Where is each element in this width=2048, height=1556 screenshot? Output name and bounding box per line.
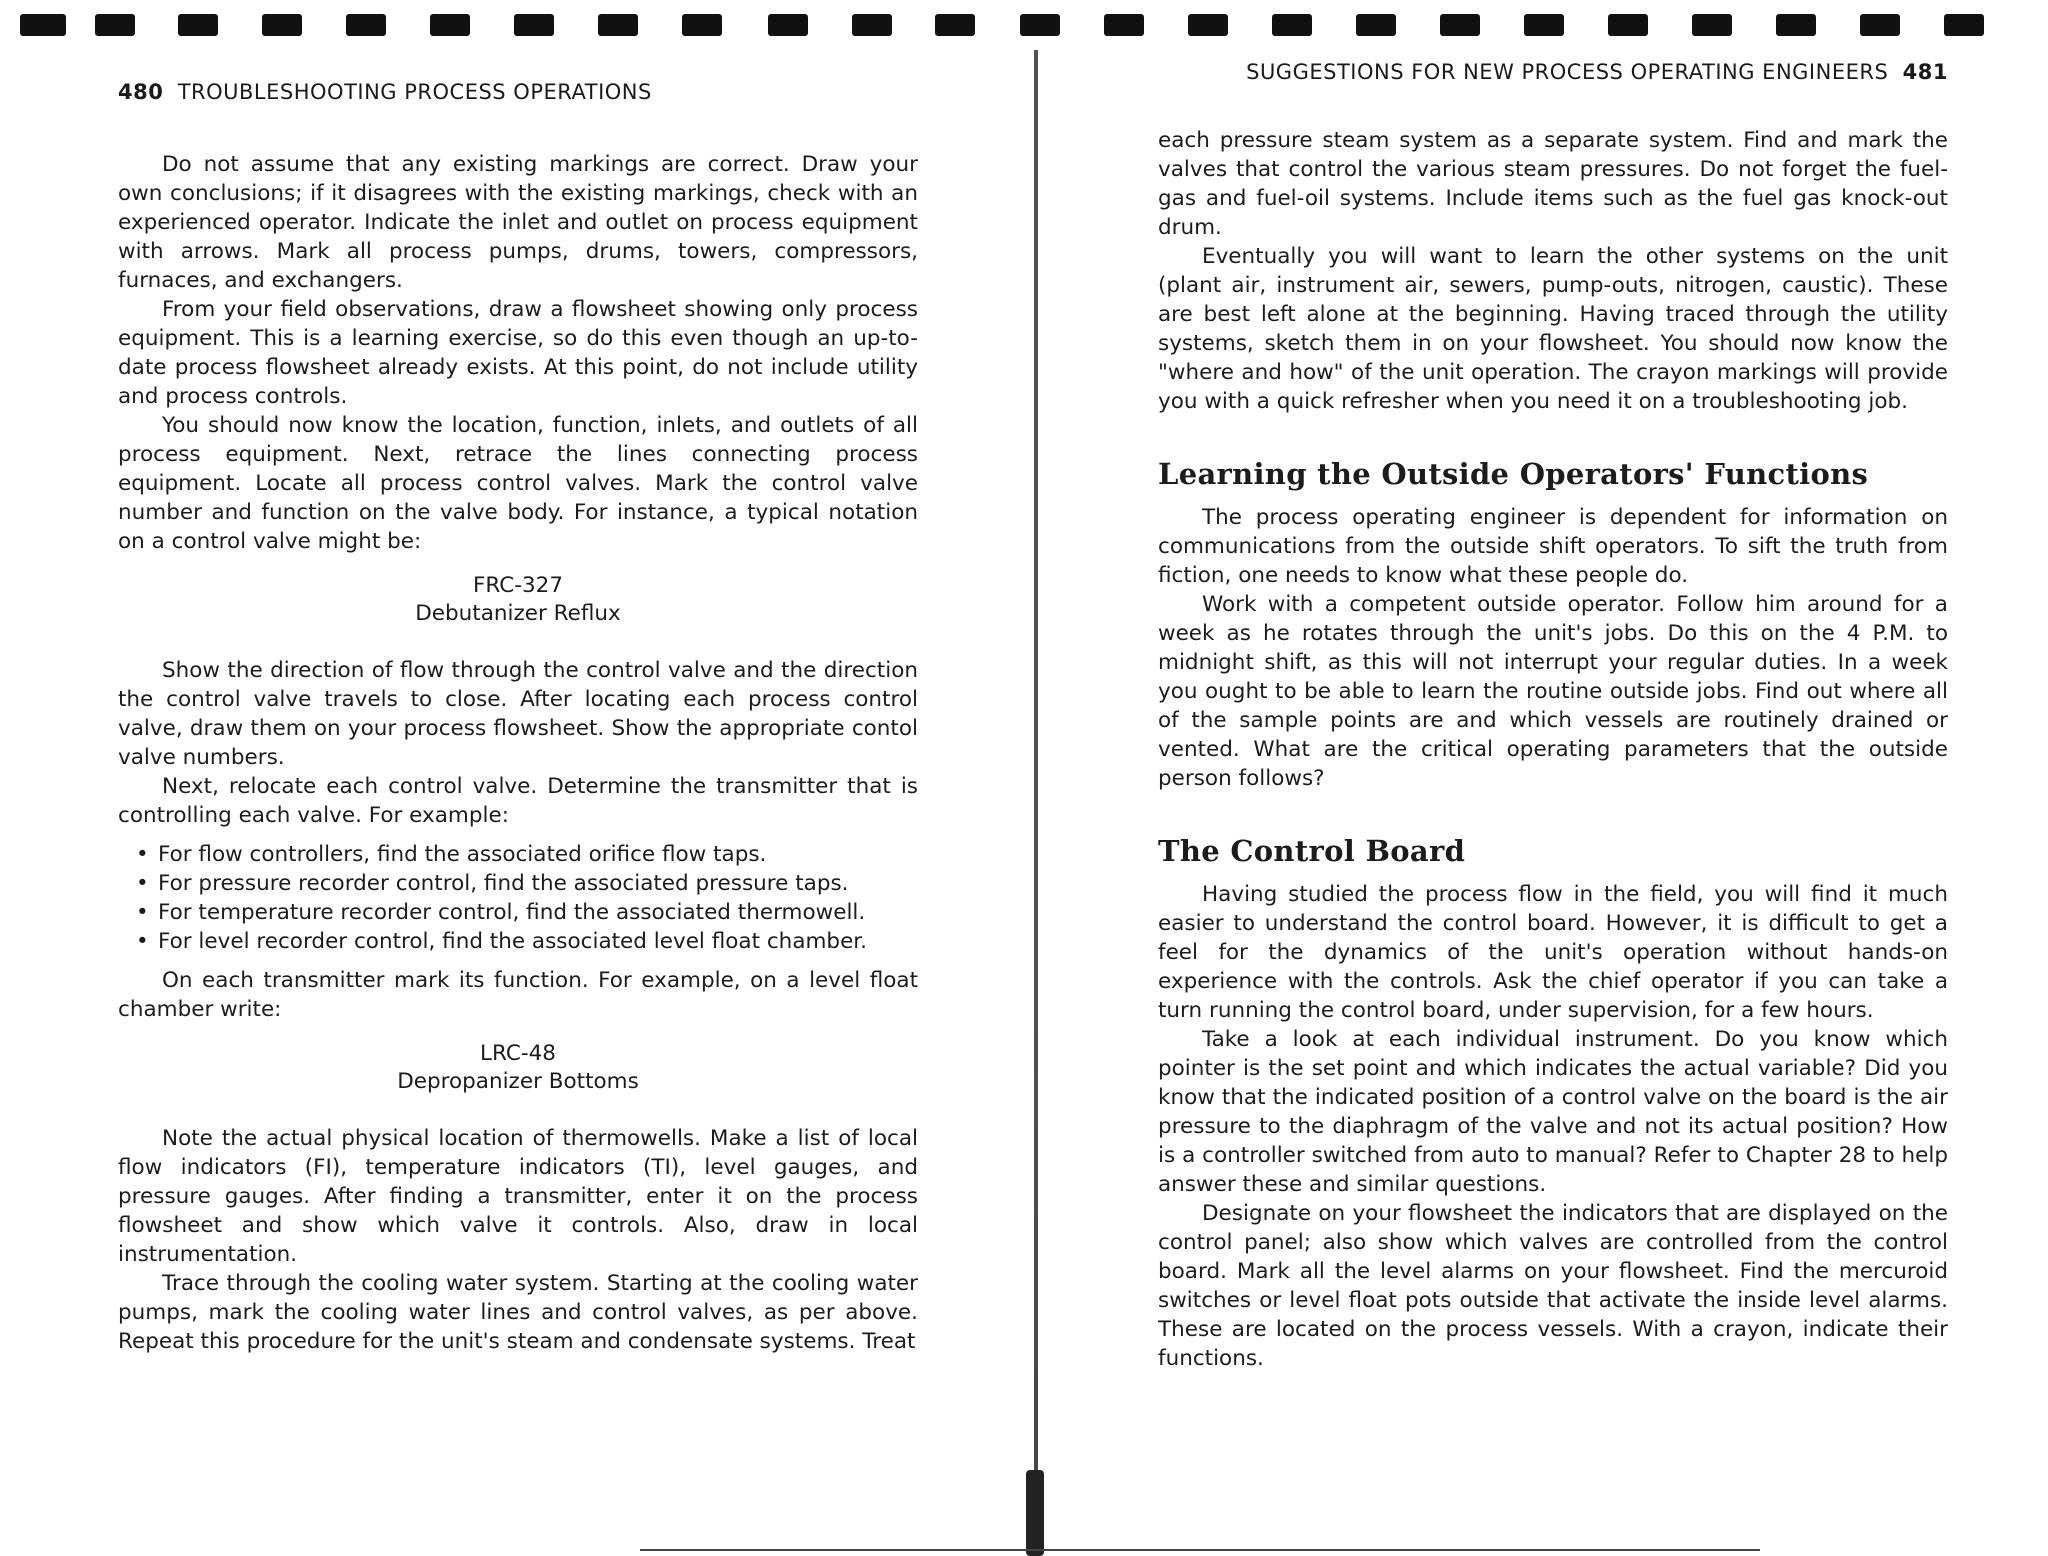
paragraph: You should now know the location, function, inlets, and outlets of all process equipment. Next, retrace the lines connecting process equipment. Locate all process control valves. Mark the control valve number and function on the valve body. For instance, a typical notation on a control valve might be: <box>118 413 918 554</box>
list-item <box>136 869 918 898</box>
binding-hole <box>1440 14 1480 36</box>
binding-hole <box>1608 14 1648 36</box>
example-notation-code: FRC-327 <box>472 573 564 598</box>
paragraph: Do not assume that any existing markings are correct. Draw your own conclusions; if it disagrees with the existing markings, check with an experienced operator. Indicate the inlet and outlet on process equipment with arrows. Mark all process pumps, drums, towers, compressors, furnaces, and exchangers. <box>118 152 918 293</box>
bullet: • <box>136 842 149 867</box>
paragraph: The process operating engineer is dependent for information on communications from the outside shift operators. To sift the truth from fiction, one needs to know what these people do. <box>1158 505 1948 588</box>
binding-holes <box>0 0 2048 40</box>
example-notation-2 <box>118 1040 918 1096</box>
binding-hole <box>1188 14 1228 36</box>
example-notation-desc: Debutanizer Reflux <box>415 601 621 626</box>
binding-hole <box>1860 14 1900 36</box>
paragraph: each pressure steam system as a separate system. Find and mark the valves that control the various steam pressures. Do not forget the fuel-gas and fuel-oil systems. Include items such as the fuel gas knock-out drum. <box>1158 128 1948 240</box>
right-body <box>1158 126 1948 1373</box>
paragraph: Having studied the process flow in the field, you will find it much easier to understand the control board. However, it is difficult to get a feel for the dynamics of the unit's operation without hands-on experience with the controls. Ask the chief operator if you can take a turn running the control board, under supervision, for a few hours. <box>1158 882 1948 1023</box>
binding-hole <box>768 14 808 36</box>
binding-hole <box>1356 14 1396 36</box>
paragraph: Work with a competent outside operator. Follow him around for a week as he rotates through the unit's jobs. Do this on the 4 P.M. to midnight shift, as this will not interrupt your regular duties. In a week you ought to be able to learn the routine outside jobs. Find out where all of the sample points are and which vessels are routinely drained or vented. What are the critical operating parameters that the outside person follows? <box>1158 592 1948 791</box>
binding-hole <box>1944 14 1984 36</box>
paragraph: Show the direction of flow through the control valve and the direction the control valve travels to close. After locating each process control valve, draw them on your process flowsheet. Show the appropriate contol valve numbers. <box>118 658 918 770</box>
binding-hole <box>1104 14 1144 36</box>
list-item-text: For pressure recorder control, find the associated pressure taps. <box>158 871 849 896</box>
binding-shadow <box>1026 1470 1044 1556</box>
list-item <box>136 898 918 927</box>
page-gutter <box>1034 50 1038 1550</box>
binding-hole <box>346 14 386 36</box>
left-running-head <box>118 80 652 104</box>
left-running-head-title: TROUBLESHOOTING PROCESS OPERATIONS <box>177 80 652 104</box>
list-item-text: For flow controllers, find the associated orifice flow taps. <box>158 842 767 867</box>
binding-hole <box>598 14 638 36</box>
paragraph: Next, relocate each control valve. Determine the transmitter that is controlling each valve. For example: <box>118 774 918 828</box>
bottom-edge <box>640 1549 1760 1551</box>
binding-hole <box>20 14 66 36</box>
binding-hole <box>178 14 218 36</box>
bullet: • <box>136 871 149 896</box>
paragraph: Designate on your flowsheet the indicators that are displayed on the control panel; also show which valves are controlled from the control board. Mark all the level alarms on your flowsheet. Find the mercuroid switches or level float pots outside that activate the inside level alarms. These are located on the process vessels. With a crayon, indicate their functions. <box>1158 1201 1948 1371</box>
section-heading: Learning the Outside Operators' Functions <box>1158 457 1869 491</box>
binding-hole <box>935 14 975 36</box>
list-item <box>136 927 918 956</box>
left-body <box>118 150 918 1356</box>
right-running-head <box>1246 60 1948 84</box>
left-page-number: 480 <box>118 80 164 104</box>
right-running-head-title: SUGGESTIONS FOR NEW PROCESS OPERATING ENGINEERS <box>1246 60 1889 84</box>
binding-hole <box>95 14 135 36</box>
binding-hole <box>1776 14 1816 36</box>
binding-hole <box>430 14 470 36</box>
binding-hole <box>1524 14 1564 36</box>
section-heading: The Control Board <box>1158 834 1466 868</box>
example-notation-code: LRC-48 <box>480 1041 556 1066</box>
paragraph: From your field observations, draw a flowsheet showing only process equipment. This is a learning exercise, so do this even though an up-to-date process flowsheet already exists. At this point, do not include utility and process controls. <box>118 297 918 409</box>
bullet: • <box>136 900 149 925</box>
binding-hole <box>514 14 554 36</box>
paragraph: On each transmitter mark its function. For example, on a level float chamber write: <box>118 968 918 1022</box>
example-notation-1 <box>118 572 918 628</box>
example-notation-desc: Depropanizer Bottoms <box>397 1069 639 1094</box>
binding-hole <box>1692 14 1732 36</box>
paragraph: Trace through the cooling water system. Starting at the cooling water pumps, mark the cooling water lines and control valves, as per above. Repeat this procedure for the unit's steam and condensate systems. Treat <box>118 1271 918 1354</box>
right-page-number: 481 <box>1902 60 1948 84</box>
paragraph: Eventually you will want to learn the other systems on the unit (plant air, instrument air, sewers, pump-outs, nitrogen, caustic). These are best left alone at the beginning. Having traced through the utility systems, sketch them in on your flowsheet. You should now know the "where and how" of the unit operation. The crayon markings will provide you with a quick refresher when you need it on a troubleshooting job. <box>1158 244 1948 414</box>
binding-hole <box>1272 14 1312 36</box>
list-item-text: For temperature recorder control, find the associated thermowell. <box>158 900 866 925</box>
binding-hole <box>1020 14 1060 36</box>
list-item-text: For level recorder control, find the associated level float chamber. <box>158 929 868 954</box>
binding-hole <box>852 14 892 36</box>
list-item <box>136 840 918 869</box>
binding-hole <box>262 14 302 36</box>
paragraph: Note the actual physical location of thermowells. Make a list of local flow indicators (FI), temperature indicators (TI), level gauges, and pressure gauges. After finding a transmitter, enter it on the process flowsheet and show which valve it controls. Also, draw in local instrumentation. <box>118 1126 918 1267</box>
transmitter-list <box>118 840 918 956</box>
binding-hole <box>682 14 722 36</box>
paragraph: Take a look at each individual instrument. Do you know which pointer is the set point and which indicates the actual variable? Did you know that the indicated position of a control valve on the board is the air pressure to the diaphragm of the valve and not its actual position? How is a controller switched from auto to manual? Refer to Chapter 28 to help answer these and similar questions. <box>1158 1027 1948 1197</box>
bullet: • <box>136 929 149 954</box>
